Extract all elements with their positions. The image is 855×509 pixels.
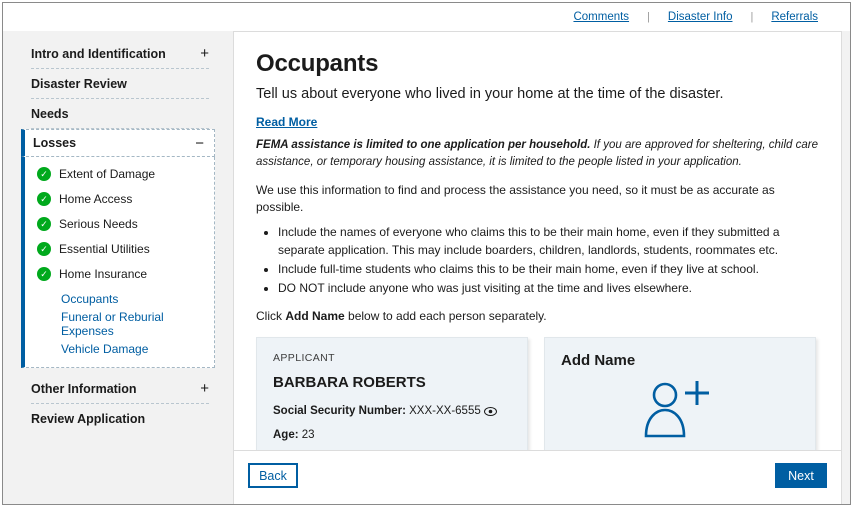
check-icon: ✓ — [37, 267, 51, 281]
sidebar-subitem-label: Extent of Damage — [59, 166, 156, 181]
sidebar-item-serious-needs[interactable] — [25, 211, 214, 236]
top-navigation-bar — [3, 3, 850, 31]
sidebar-item-review-application[interactable] — [31, 404, 209, 433]
sidebar-item-label: Intro and Identification — [31, 46, 166, 61]
sidebar-item-label: Disaster Review — [31, 76, 127, 91]
sidebar-item-label: Other Information — [31, 381, 137, 396]
topbar-separator: | — [647, 11, 650, 23]
page-subtitle: Tell us about everyone who lived in your home at the time of the disaster. — [256, 86, 724, 102]
occupants-panel — [233, 31, 842, 451]
sidebar-item-needs[interactable] — [31, 99, 209, 129]
page-title: Occupants — [256, 50, 379, 77]
sidebar-navigation — [3, 31, 225, 505]
sidebar-item-essential-utilities[interactable] — [25, 236, 214, 261]
comments-link[interactable]: Comments — [573, 11, 630, 23]
sidebar-item-label: Losses — [33, 136, 77, 150]
check-icon: ✓ — [37, 242, 51, 256]
add-name-card[interactable] — [544, 337, 816, 451]
instruction-pre: Click — [256, 308, 286, 323]
applicant-card — [256, 337, 528, 451]
sidebar-item-label: Needs — [31, 106, 69, 121]
list-item: • Include the names of everyone who claims this to be their main home, even if they submitted a separate application. This may include boarders, children, landlords, students, roommates etc. — [278, 224, 819, 259]
applicant-ssn-row — [273, 405, 511, 419]
check-icon: ✓ — [37, 167, 51, 181]
applicant-label: APPLICANT — [273, 352, 335, 365]
fema-note-bold: FEMA assistance is limited to one application per household. — [256, 139, 591, 151]
sidebar-subnav-losses — [21, 157, 215, 368]
sidebar-subitem-label: Home Insurance — [59, 266, 148, 281]
check-icon: ✓ — [37, 192, 51, 206]
sidebar-subitem-label: Essential Utilities — [59, 241, 150, 256]
sidebar-item-occupants[interactable] — [25, 286, 214, 311]
add-name-title: Add Name — [561, 352, 636, 370]
eye-reveal-icon[interactable] — [484, 407, 497, 419]
accuracy-text: We use this information to find and process the assistance you need, so it must be as accurate as possible. — [256, 182, 775, 214]
topbar-separator: | — [750, 11, 754, 23]
referrals-link[interactable]: Referrals — [771, 11, 818, 23]
sidebar-item-home-insurance[interactable] — [25, 261, 214, 286]
instruction-bold: Add Name — [285, 308, 345, 323]
sidebar-item-vehicle-damage[interactable] — [25, 336, 214, 361]
add-name-instruction — [256, 308, 819, 325]
sidebar-item-intro-and-identification[interactable] — [31, 39, 209, 69]
instruction-post: below to add each person separately. — [344, 308, 547, 323]
sidebar-subitem-label: Occupants — [61, 291, 119, 306]
list-item: • Include full-time students who claims this to be their main home, even if they live at school. — [278, 261, 819, 278]
ssn-value: XXX-XX-6555 — [409, 405, 481, 418]
form-footer — [233, 451, 842, 505]
sidebar-item-label: Review Application — [31, 411, 146, 426]
sidebar-subitem-label: Funeral or Reburial Expenses — [61, 309, 164, 338]
sidebar-item-other-information[interactable] — [31, 374, 209, 404]
age-value: 23 — [301, 429, 315, 442]
occupant-cards-row — [256, 337, 819, 451]
applicant-age-row — [273, 429, 511, 441]
read-more-link[interactable]: Read More — [256, 115, 318, 129]
sidebar-item-losses[interactable] — [21, 129, 215, 157]
plus-icon[interactable]: + — [200, 45, 209, 62]
main-content-area — [225, 31, 850, 505]
age-label: Age: — [273, 429, 299, 442]
ssn-label: Social Security Number: — [273, 405, 406, 418]
list-item: • DO NOT include anyone who was just visiting at the time and lives elsewhere. — [278, 280, 819, 297]
minus-icon[interactable]: − — [195, 134, 204, 152]
next-button[interactable]: Next — [775, 463, 827, 488]
fema-assistance-note — [256, 137, 819, 172]
sidebar-subitem-label: Home Access — [59, 191, 133, 206]
sidebar-subitem-label: Vehicle Damage — [61, 341, 149, 356]
application-window — [2, 2, 851, 505]
disaster-info-link[interactable]: Disaster Info — [667, 11, 733, 23]
sidebar-item-extent-of-damage[interactable] — [25, 161, 214, 186]
sidebar-item-disaster-review[interactable] — [31, 69, 209, 99]
sidebar-subitem-label: Serious Needs — [59, 216, 138, 231]
sidebar-item-home-access[interactable] — [25, 186, 214, 211]
plus-icon[interactable]: + — [200, 380, 209, 397]
occupant-rules-list — [256, 224, 819, 298]
check-icon: ✓ — [37, 217, 51, 231]
back-button[interactable]: Back — [248, 463, 298, 488]
fema-note-rest: If you are approved for sheltering, child care assistance, or temporary housing assistance, it is limited to the people listed in your application. — [256, 139, 818, 169]
sidebar-item-funeral-or-reburial-expenses[interactable] — [25, 311, 214, 336]
applicant-name: BARBARA ROBERTS — [273, 374, 426, 392]
add-person-icon[interactable] — [641, 378, 713, 443]
